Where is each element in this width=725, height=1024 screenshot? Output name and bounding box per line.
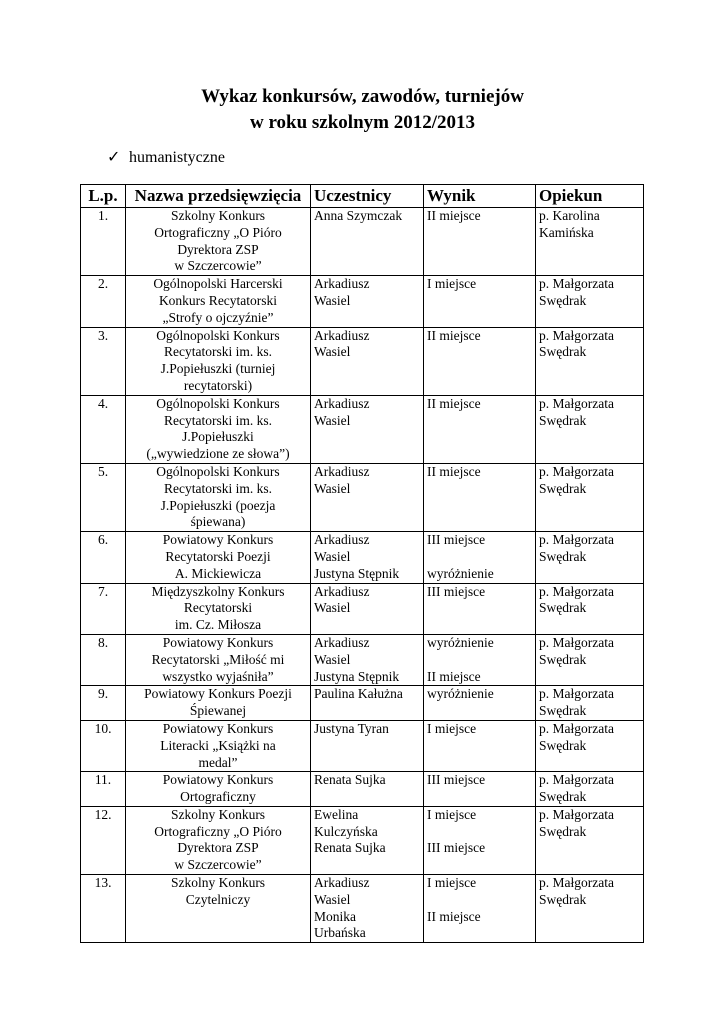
cell-lp: 4. [81, 395, 126, 463]
header-supervisor: Opiekun [536, 185, 644, 208]
cell-name-line: medal” [198, 754, 238, 770]
competitions-table [80, 184, 644, 943]
cell-name [126, 583, 311, 634]
cell-name-line: w Szczercowie” [174, 258, 262, 274]
cell-name-line: Szkolny Konkurs [170, 208, 266, 223]
cell-result-line: wyróżnienie [427, 634, 494, 650]
page-title-line-2: w roku szkolnym 2012/2013 [249, 112, 476, 133]
cell-participants-line: Arkadiusz [314, 875, 370, 891]
cell-participants-line: Justyna Tyran [314, 720, 389, 736]
cell-result-line [427, 892, 532, 909]
cell-lp: 2. [81, 276, 126, 327]
cell-result [424, 806, 536, 874]
cell-supervisor-line: p. Małgorzata [539, 634, 614, 650]
cell-lp: 8. [81, 634, 126, 685]
cell-participants [311, 395, 424, 463]
cell-result [424, 208, 536, 276]
cell-name-line: A. Mickiewicza [174, 565, 262, 581]
cell-participants-line: Wasiel [314, 651, 351, 667]
cell-result [424, 532, 536, 583]
table-row [81, 327, 644, 395]
cell-name-line: Dyrektora ZSP [177, 840, 259, 856]
cell-name-line: J.Popiełuszki (poezja [160, 497, 276, 513]
cell-participants [311, 634, 424, 685]
cell-supervisor-line: Swędrak [539, 480, 587, 496]
cell-name-line: Ortograficzny „O Pióro [154, 823, 282, 839]
cell-participants-line: Arkadiusz [314, 532, 370, 548]
cell-participants [311, 720, 424, 771]
cell-participants-line: Arkadiusz [314, 276, 370, 292]
cell-participants-line: Arkadiusz [314, 327, 370, 343]
cell-supervisor-line: p. Małgorzata [539, 395, 614, 411]
cell-name-line: Szkolny Konkurs [170, 806, 266, 822]
cell-result-line: III miejsce [427, 840, 486, 856]
table-row [81, 634, 644, 685]
cell-result [424, 772, 536, 807]
table-row [81, 395, 644, 463]
cell-result-line [427, 652, 532, 669]
cell-participants-line: Anna Szymczak [314, 208, 403, 223]
cell-supervisor-line: Swędrak [539, 344, 587, 360]
cell-lp: 13. [81, 875, 126, 943]
cell-participants-line: Wasiel [314, 600, 351, 616]
cell-result [424, 720, 536, 771]
cell-name-line: Powiatowy Konkurs [162, 720, 274, 736]
cell-name-line: Ogólnopolski Konkurs [156, 463, 280, 479]
page-title [0, 84, 725, 136]
cell-supervisor-line: p. Małgorzata [539, 875, 614, 891]
cell-lp: 7. [81, 583, 126, 634]
cell-name-line: Ortograficzny „O Pióro [154, 224, 282, 240]
cell-participants-line: Monika [314, 908, 356, 924]
cell-participants-line: Urbańska [314, 925, 366, 941]
cell-participants [311, 583, 424, 634]
cell-result-line: II miejsce [427, 208, 481, 223]
table-row [81, 208, 644, 276]
cell-name-line: Recytatorski im. ks. [164, 480, 272, 496]
cell-supervisor-line: p. Małgorzata [539, 686, 614, 702]
cell-name [126, 276, 311, 327]
cell-participants-line: Arkadiusz [314, 634, 370, 650]
cell-name-line: Recytatorski im. ks. [164, 344, 272, 360]
cell-name-line: J.Popiełuszki (turniej [160, 361, 276, 377]
cell-participants-line: Arkadiusz [314, 395, 370, 411]
cell-supervisor-line: Swędrak [539, 891, 587, 907]
cell-supervisor-line: Swędrak [539, 737, 587, 753]
page-title-line-1: Wykaz konkursów, zawodów, turniejów [201, 86, 524, 107]
table-row [81, 463, 644, 531]
cell-supervisor-line: Swędrak [539, 412, 587, 428]
cell-participants-line: Arkadiusz [314, 463, 370, 479]
cell-supervisor [536, 686, 644, 721]
cell-result [424, 634, 536, 685]
cell-supervisor [536, 463, 644, 531]
cell-result-line: wyróżnienie [427, 686, 494, 702]
cell-participants [311, 276, 424, 327]
cell-participants [311, 463, 424, 531]
cell-supervisor [536, 875, 644, 943]
cell-result-line: III miejsce [427, 583, 486, 599]
cell-name-line: („wywiedzione ze słowa”) [146, 446, 290, 462]
cell-name-line: Szkolny Konkurs [170, 875, 266, 891]
cell-name-line: w Szczercowie” [174, 857, 262, 873]
cell-participants-line: Justyna Stępnik [314, 668, 400, 684]
cell-result-line: II miejsce [427, 908, 481, 924]
cell-participants [311, 208, 424, 276]
cell-result-line: I miejsce [427, 276, 477, 292]
cell-participants-line: Kulczyńska [314, 823, 378, 839]
table-header-row [81, 185, 644, 208]
cell-participants [311, 327, 424, 395]
cell-supervisor-line: p. Karolina [539, 208, 600, 223]
cell-name-line: Międzyszkolny Konkurs [151, 583, 285, 599]
cell-result [424, 463, 536, 531]
cell-lp: 6. [81, 532, 126, 583]
cell-supervisor-line: p. Małgorzata [539, 806, 614, 822]
cell-participants-line: Arkadiusz [314, 583, 370, 599]
cell-supervisor [536, 720, 644, 771]
cell-supervisor-line: Swędrak [539, 292, 587, 308]
header-name: Nazwa przedsięwzięcia [126, 185, 311, 208]
cell-participants-line: Ewelina [314, 806, 359, 822]
cell-name-line: Ogólnopolski Konkurs [156, 395, 280, 411]
header-participants: Uczestnicy [311, 185, 424, 208]
cell-name-line: Ortograficzny [180, 789, 256, 805]
cell-name [126, 463, 311, 531]
cell-result [424, 686, 536, 721]
cell-name [126, 208, 311, 276]
cell-supervisor [536, 327, 644, 395]
cell-name-line: Dyrektora ZSP [177, 241, 259, 257]
cell-name-line: wszystko wyjaśniła” [162, 668, 274, 684]
cell-name-line: recytatorski) [183, 377, 253, 393]
cell-name-line: Ogólnopolski Harcerski [153, 276, 283, 292]
cell-name-line: Powiatowy Konkurs Poezji [144, 686, 292, 702]
cell-supervisor-line: Swędrak [539, 703, 587, 719]
cell-supervisor [536, 532, 644, 583]
cell-participants-line: Wasiel [314, 344, 351, 360]
cell-name-line: „Strofy o ojczyźnie” [162, 309, 274, 325]
cell-supervisor [536, 583, 644, 634]
cell-result-line: II miejsce [427, 668, 481, 684]
cell-lp: 11. [81, 772, 126, 807]
cell-name [126, 395, 311, 463]
cell-participants [311, 532, 424, 583]
header-result: Wynik [424, 185, 536, 208]
table-row [81, 532, 644, 583]
cell-supervisor-line: Kamińska [539, 224, 594, 240]
cell-supervisor-line: p. Małgorzata [539, 276, 614, 292]
cell-result-line: I miejsce [427, 875, 477, 891]
cell-lp: 5. [81, 463, 126, 531]
cell-supervisor [536, 208, 644, 276]
cell-name [126, 772, 311, 807]
cell-supervisor-line: p. Małgorzata [539, 720, 614, 736]
cell-participants [311, 772, 424, 807]
cell-supervisor-line: Swędrak [539, 548, 587, 564]
checkmark-icon: ✓ [107, 149, 121, 166]
cell-result [424, 583, 536, 634]
table-row [81, 720, 644, 771]
cell-participants-line: Wasiel [314, 480, 351, 496]
category-heading [107, 146, 225, 170]
cell-participants-line: Wasiel [314, 548, 351, 564]
cell-supervisor-line: Swędrak [539, 823, 587, 839]
cell-result-line: I miejsce [427, 806, 477, 822]
cell-participants-line: Justyna Stępnik [314, 565, 400, 581]
header-lp: L.p. [81, 185, 126, 208]
cell-result-line: III miejsce [427, 772, 486, 788]
cell-participants-line: Renata Sujka [314, 840, 386, 856]
cell-result-line: wyróżnienie [427, 565, 494, 581]
cell-participants [311, 806, 424, 874]
cell-name-line: śpiewana) [190, 514, 246, 530]
cell-participants [311, 875, 424, 943]
cell-supervisor [536, 395, 644, 463]
cell-name-line: J.Popiełuszki [182, 429, 254, 445]
category-label: humanistyczne [129, 149, 225, 166]
cell-supervisor-line: p. Małgorzata [539, 583, 614, 599]
cell-result-line [427, 824, 532, 841]
cell-result-line: III miejsce [427, 532, 486, 548]
cell-supervisor-line: Swędrak [539, 651, 587, 667]
cell-name [126, 806, 311, 874]
cell-result-line: II miejsce [427, 463, 481, 479]
cell-lp: 9. [81, 686, 126, 721]
cell-result [424, 875, 536, 943]
table-row [81, 686, 644, 721]
cell-name-line: Recytatorski im. ks. [164, 412, 272, 428]
cell-name [126, 686, 311, 721]
cell-supervisor [536, 634, 644, 685]
cell-result-line: II miejsce [427, 395, 481, 411]
cell-result-line: II miejsce [427, 327, 481, 343]
cell-name [126, 634, 311, 685]
cell-name-line: Recytatorski „Miłość mi [151, 651, 285, 667]
cell-name-line: Literacki „Książki na [160, 737, 276, 753]
cell-name-line: Czytelniczy [185, 891, 251, 907]
table-body [81, 208, 644, 943]
cell-lp: 3. [81, 327, 126, 395]
cell-supervisor-line: p. Małgorzata [539, 772, 614, 788]
cell-name-line: Powiatowy Konkurs [162, 772, 274, 788]
cell-result [424, 395, 536, 463]
cell-participants-line: Wasiel [314, 412, 351, 428]
cell-name [126, 875, 311, 943]
table-row [81, 875, 644, 943]
cell-lp: 1. [81, 208, 126, 276]
cell-result-line: I miejsce [427, 720, 477, 736]
cell-name-line: Recytatorski [183, 600, 253, 616]
cell-supervisor-line: p. Małgorzata [539, 532, 614, 548]
cell-result-line [427, 549, 532, 566]
cell-supervisor-line: Swędrak [539, 600, 587, 616]
cell-supervisor [536, 806, 644, 874]
cell-participants [311, 686, 424, 721]
table-row [81, 806, 644, 874]
table-row [81, 772, 644, 807]
cell-name-line: Powiatowy Konkurs [162, 532, 274, 548]
cell-lp: 10. [81, 720, 126, 771]
table-row [81, 276, 644, 327]
cell-participants-line: Wasiel [314, 891, 351, 907]
cell-supervisor [536, 276, 644, 327]
table-row [81, 583, 644, 634]
cell-name-line: im. Cz. Miłosza [174, 617, 262, 633]
cell-participants-line: Wasiel [314, 292, 351, 308]
cell-name [126, 532, 311, 583]
cell-lp: 12. [81, 806, 126, 874]
cell-name [126, 327, 311, 395]
cell-participants-line: Paulina Kałużna [314, 686, 403, 702]
cell-participants-line: Renata Sujka [314, 772, 386, 788]
cell-supervisor-line: p. Małgorzata [539, 463, 614, 479]
cell-name-line: Recytatorski Poezji [165, 548, 271, 564]
cell-name-line: Konkurs Recytatorski [158, 292, 278, 308]
cell-name-line: Powiatowy Konkurs [162, 634, 274, 650]
cell-supervisor-line: Swędrak [539, 789, 587, 805]
cell-result [424, 327, 536, 395]
cell-name [126, 720, 311, 771]
cell-name-line: Śpiewanej [189, 703, 247, 719]
cell-result [424, 276, 536, 327]
cell-supervisor [536, 772, 644, 807]
cell-name-line: Ogólnopolski Konkurs [156, 327, 280, 343]
cell-supervisor-line: p. Małgorzata [539, 327, 614, 343]
